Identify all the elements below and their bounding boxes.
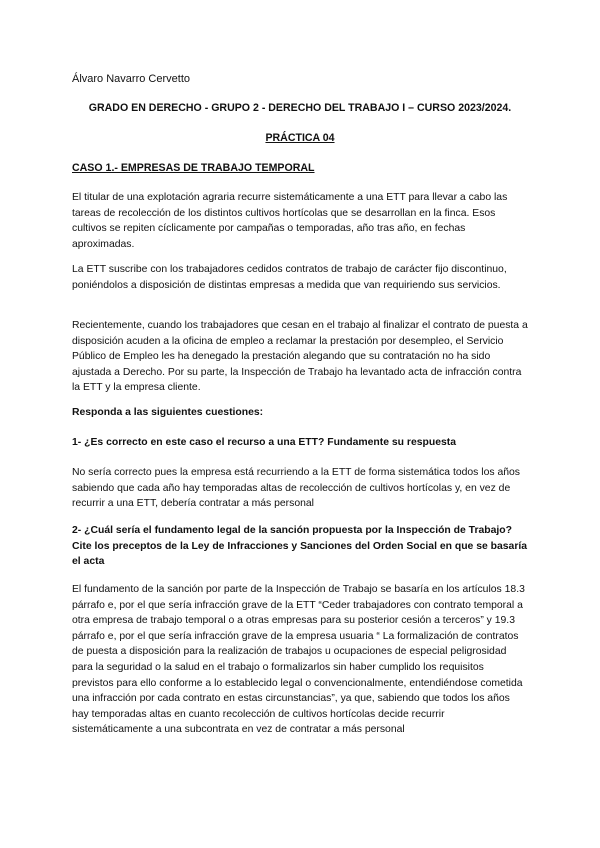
statement-paragraph-3: Recientemente, cuando los trabajadores que cesan en el trabajo al finalizar el contrato de puesta a disposición acuden a la oficina de empleo a reclamar la prestación por desempleo, el Servicio Público de Empleo les ha denegado la prestación alegando que su contratación no ha sido ajustada a Derecho. Por su parte, la Inspección de Trabajo ha levantado acta de infracción contra la ETT y la empresa cliente. [72,320,528,394]
question-2: 2- ¿Cuál sería el fundamento legal de la sanción propuesta por la Inspección de Trabajo? Cite los preceptos de la Ley de Infracciones y Sanciones del Orden Social en que se basaría el acta [72,525,528,568]
answer-1: No sería correcto pues la empresa está recurriendo a la ETT de forma sistemática todos los años sabiendo que cada año hay temporadas altas de recolección de cultivos hortícolas y, en vez de recurrir a una ETT, debería contratar a más personal [72,467,520,510]
case-title: CASO 1.- EMPRESAS DE TRABAJO TEMPORAL [72,162,315,174]
course-header: GRADO EN DERECHO - GRUPO 2 - DERECHO DEL TRABAJO I – CURSO 2023/2024. [88,102,512,114]
practice-title: PRÁCTICA 04 [265,132,335,144]
author-name: Álvaro Navarro Cervetto [72,73,190,85]
statement-paragraph-1: El titular de una explotación agraria recurre sistemáticamente a una ETT para llevar a cabo las tareas de recolección de los distintos cultivos hortícolas que se desarrollan en la finca. Esos cultivos se repiten cíclicamente por campañas o temporadas, año tras año, en fechas aproximadas. [72,192,508,250]
question-1: 1- ¿Es correcto en este caso el recurso a una ETT? Fundamente su respuesta [72,437,457,448]
statement-paragraph-2: La ETT suscribe con los trabajadores cedidos contratos de trabajo de carácter fijo discontinuo, poniéndolos a disposición de distintas empresas a medida que van requiriendo sus servicios. [72,264,507,291]
answer-2: El fundamento de la sanción por parte de la Inspección de Trabajo se basaría en los artículos 18.3 párrafo e, por el que sería infracción grave de la ETT “Ceder trabajadores con contrato temporal a otra empresa de trabajo temporal o a otras empresas para su posterior cesión a terceros” y 19.3 párrafo e, por el que sería infracción grave de la empresa usuaria “ La formalización de contratos de puesta a disposición para la realización de trabajos u ocupaciones de especial peligrosidad para la seguridad o la salud en el trabajo o formalizarlos sin haber cumplido los requisitos previstos para ello conforme a lo establecido legal o convencionalmente, entendiéndose cometida una infracción por cada contrato en estas circunstancias”, ya que, sabiendo que todos los años hay temporadas altas en cuanto recolección de cultivos hortícolas decide recurrir sistemáticamente a una subcontrata en vez de contratar a más personal [72,584,525,736]
instructions-heading: Responda a las siguientes cuestiones: [72,407,264,418]
